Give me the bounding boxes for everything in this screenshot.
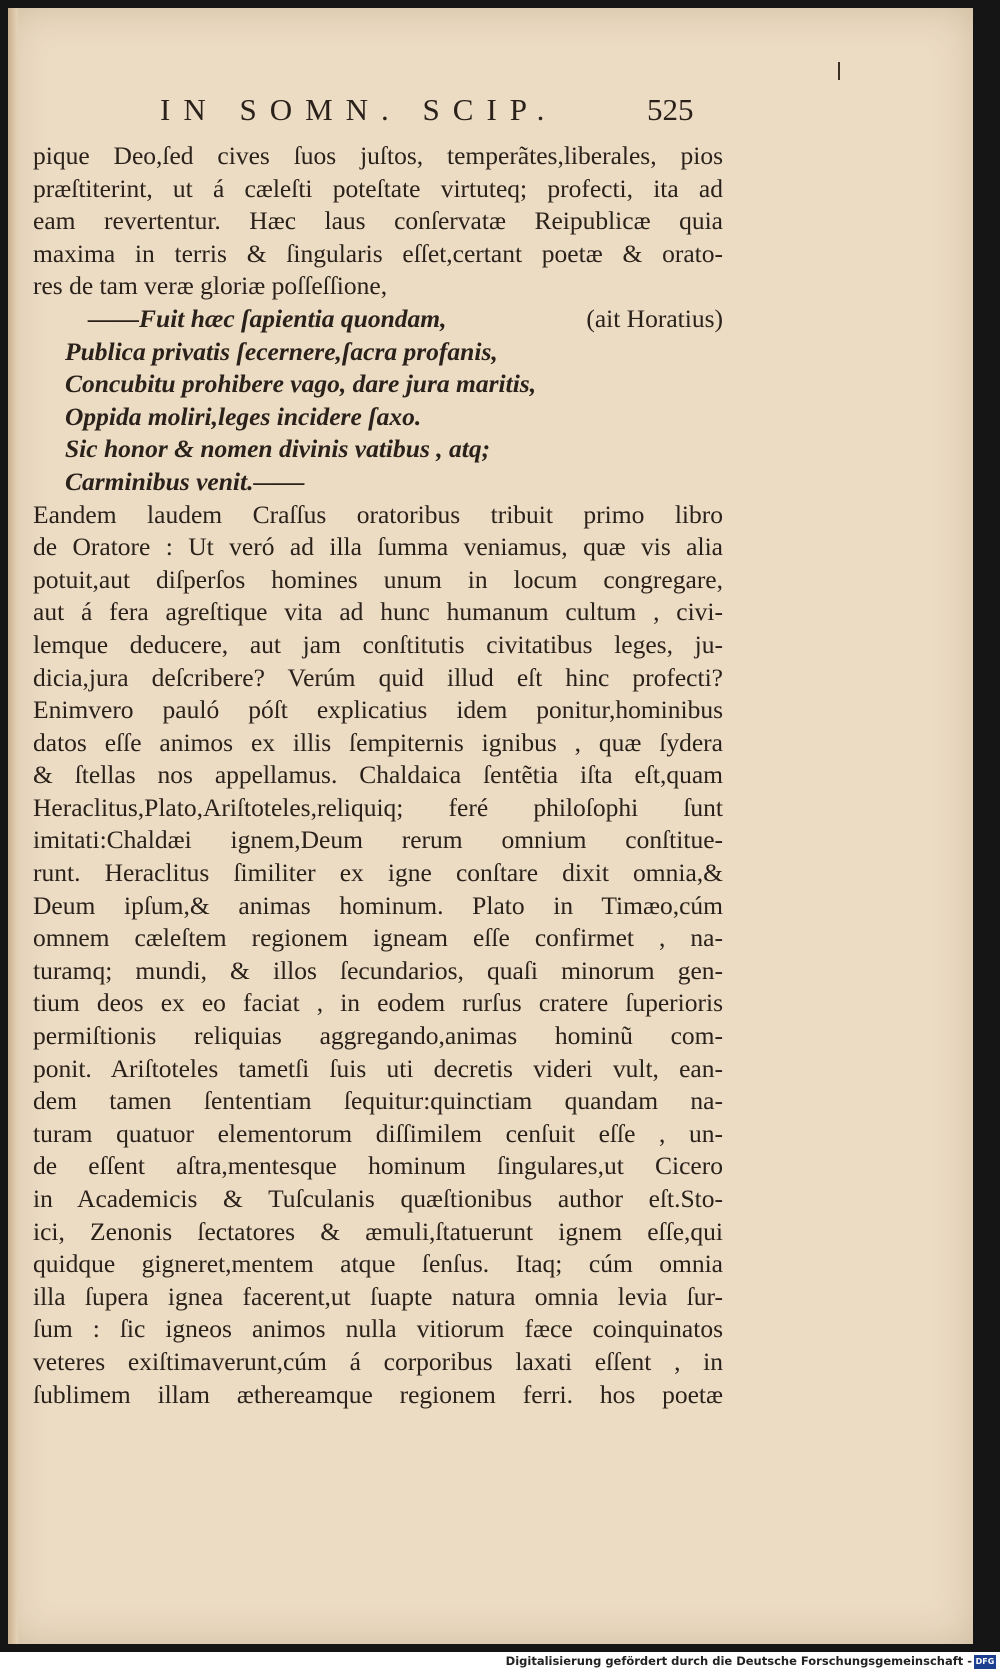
page-gutter-edge: [8, 8, 18, 1644]
verse-quotation: [33, 336, 723, 499]
digitization-credit: Digitalisierung gefördert durch die Deutsche Forschungsgemeinschaft -: [505, 1654, 972, 1668]
text-line: dem tamen ſententiam ſequitur:quinctiam quandam na-: [33, 1086, 723, 1116]
page-number: 525: [647, 92, 694, 127]
verse-quote: ——Fuit hæc ſapientia quondam,: [88, 303, 447, 333]
text-line: permiſtionis reliquias aggregando,animas hominũ com-: [33, 1021, 723, 1051]
text-line: in Academicis & Tuſculanis quæſtionibus author eſt.Sto-: [33, 1184, 723, 1213]
verse-line: Oppida moliri,leges incidere ſaxo.: [65, 401, 422, 431]
verse-attribution: (ait Horatius): [586, 303, 723, 333]
text-line: aut á fera agreſtique vita ad hunc humanum cultum , civi-: [33, 597, 723, 627]
text-line: Deum ipſum,& animas hominum. Plato in Timæo,cúm: [33, 890, 723, 920]
text-line: illa ſupera ignea facerent,ut ſuapte natura omnia levia ſur-: [33, 1281, 723, 1311]
dfg-logo: DFG: [974, 1655, 996, 1669]
prose-bottom: [33, 499, 723, 1412]
text-line: lemque deducere, aut jam conſtitutis civitatibus leges, ju-: [33, 629, 723, 659]
text-line: ici, Zenonis ſectatores & æmuli,ſtatuerunt ignem eſſe,qui: [33, 1216, 723, 1246]
text-line: ponit. Ariſtoteles tametſi ſuis uti decretis videri vult, ean-: [33, 1053, 723, 1083]
main-text: [33, 140, 723, 1411]
verse-line: Carminibus venit.——: [65, 466, 305, 496]
text-line: datos eſſe animos ex illis ſempiternis ignibus , quæ ſydera: [33, 727, 723, 757]
verse-line: Publica privatis ſecernere,ſacra profanis,: [65, 336, 498, 366]
text-line: ſublimem illam æthereamque regionem ferri. hos poetæ: [33, 1379, 723, 1409]
verse-intro-line: [33, 303, 723, 336]
text-line: ſum : ſic igneos animos nulla vitiorum fæce coinquinatos: [33, 1314, 723, 1344]
text-line: maxima in terris & ſingularis eſſet,certant poetæ & orato-: [33, 238, 723, 268]
text-line: eam revertentur. Hæc laus conſervatæ Reipublicæ quia: [33, 206, 723, 236]
text-line: Eandem laudem Craſſus oratoribus tribuit primo libro: [33, 499, 723, 529]
text-line: res de tam veræ gloriæ poſſeſſione,: [33, 271, 388, 301]
text-line: turamq; mundi, & illos ſecundarios, quaſi minorum gen-: [33, 955, 723, 985]
text-line: turam quatuor elementorum diſſimilem cenſuit eſſe , un-: [33, 1118, 723, 1148]
running-head: IN SOMN. SCIP.: [160, 92, 558, 127]
verse-line: Concubitu prohibere vago, dare jura maritis,: [65, 369, 537, 399]
text-line: dicia,jura deſcribere? Verúm quid illud eſt hinc profecti?: [33, 662, 723, 692]
text-line: tium deos ex eo faciat , in eodem rurſus cratere ſuperioris: [33, 988, 723, 1018]
text-line: imitati:Chaldæi ignem,Deum rerum omnium conſtitue-: [33, 825, 723, 855]
text-line: Heraclitus,Plato,Ariſtoteles,reliquiq; feré philoſophi ſunt: [33, 792, 723, 822]
text-line: pique Deo,ſed cives ſuos juſtos, temperãtes,liberales, pios: [33, 141, 723, 170]
text-line: quidque gigneret,mentem atque ſenſus. Itaq; cúm omnia: [33, 1249, 723, 1279]
verse-line: Sic honor & nomen divinis vatibus , atq;: [65, 434, 491, 464]
prose-top: [33, 140, 723, 303]
text-line: & ſtellas nos appellamus. Chaldaica ſentẽtia iſta eſt,quam: [33, 760, 723, 790]
text-line: de Oratore : Ut veró ad illa ſumma veniamus, quæ vis alia: [33, 532, 723, 562]
text-line: omnem cæleſtem regionem igneam eſſe confirmet , na-: [33, 923, 723, 953]
text-line: Enimvero pauló póſt explicatius idem ponitur,hominibus: [33, 695, 723, 725]
text-line: veteres exiſtimaverunt,cúm á corporibus laxati eſſent , in: [33, 1346, 723, 1376]
text-line: runt. Heraclitus ſimiliter ex igne conſtare dixit omnia,&: [33, 858, 723, 888]
text-line: de eſſent aſtra,mentesque hominum ſingulares,ut Cicero: [33, 1151, 723, 1181]
text-line: præſtiterint, ut á cæleſti poteſtate virtuteq; profecti, ita ad: [33, 173, 723, 203]
text-line: potuit,aut diſperſos homines unum in locum congregare,: [33, 564, 723, 594]
margin-mark: [838, 62, 840, 80]
